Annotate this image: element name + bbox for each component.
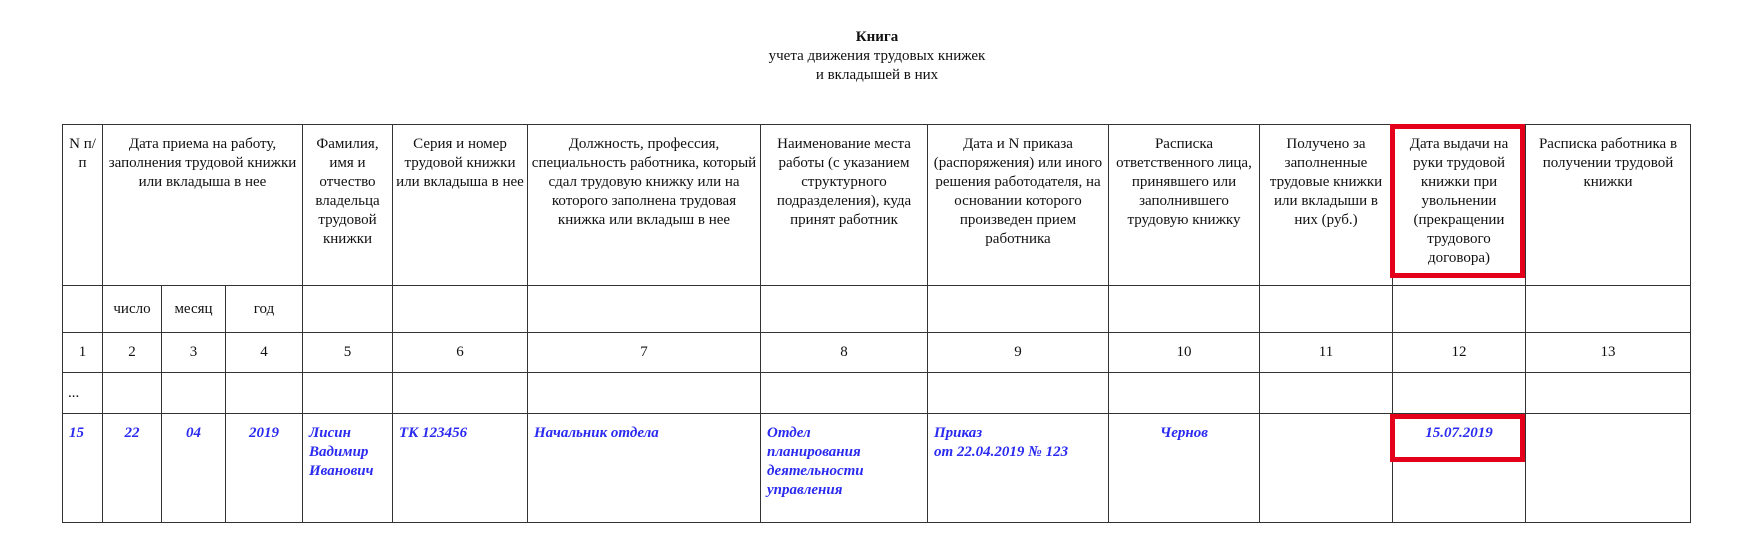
- col-number: 13: [1526, 333, 1691, 373]
- subheader-month: месяц: [162, 286, 226, 333]
- col-number: 8: [761, 333, 928, 373]
- col-number: 11: [1260, 333, 1393, 373]
- col-number: 9: [928, 333, 1109, 373]
- header-paid: Получено за заполненные трудовые книжки или вкладыши в них (руб.): [1260, 125, 1393, 286]
- subheader-day: число: [103, 286, 162, 333]
- row-order: Приказ от 22.04.2019 № 123: [928, 414, 1109, 523]
- col-number: 7: [528, 333, 761, 373]
- row-place: Отдел планирования деятельности управления: [761, 414, 928, 523]
- header-order: Дата и N приказа (распоряжения) или иного решения работодателя, на основании которого произведен прием работника: [928, 125, 1109, 286]
- col-number: 4: [226, 333, 303, 373]
- col-number: 3: [162, 333, 226, 373]
- row-receipt: [1526, 414, 1691, 523]
- row-day: 22: [103, 414, 162, 523]
- col-number: 1: [63, 333, 103, 373]
- col-number: 5: [303, 333, 393, 373]
- row-issue-date: 15.07.2019: [1393, 414, 1526, 523]
- subheader-row: [63, 286, 1691, 333]
- row-year: 2019: [226, 414, 303, 523]
- highlight-issue-date: [1390, 414, 1525, 462]
- ellipsis: ...: [63, 373, 103, 414]
- header-receipt: Расписка работника в получении трудовой книжки: [1526, 125, 1691, 286]
- title-line1: учета движения трудовых книжек: [768, 48, 986, 64]
- ellipsis-row: [63, 373, 1691, 414]
- row-fio: Лисин Вадимир Иванович: [303, 414, 393, 523]
- subheader-year: год: [226, 286, 303, 333]
- col-number: 12: [1393, 333, 1526, 373]
- col-number: 10: [1109, 333, 1260, 373]
- header-issue-date: Дата выдачи на руки трудовой книжки при увольнении (прекращении трудового договора): [1393, 125, 1526, 286]
- row-n: 15: [63, 414, 103, 523]
- column-number-row: [63, 333, 1691, 373]
- header-position: Должность, профессия, специальность работника, который сдал трудовую книжку или на которого заполнена трудовая книжка или вкладыш в нее: [528, 125, 761, 286]
- row-paid: [1260, 414, 1393, 523]
- col-number: 2: [103, 333, 162, 373]
- header-place: Наименование места работы (с указанием структурного подразделения), куда принят работник: [761, 125, 928, 286]
- col-number: 6: [393, 333, 528, 373]
- header-series: Серия и номер трудовой книжки или вкладыша в нее: [393, 125, 528, 286]
- row-position: Начальник отдела: [528, 414, 761, 523]
- header-signature: Расписка ответственного лица, принявшего или заполнившего трудовую книжку: [1109, 125, 1260, 286]
- title-main: Книга: [855, 29, 899, 45]
- header-n: N п/п: [63, 125, 103, 286]
- row-series: ТК 123456: [393, 414, 528, 523]
- row-signature: Чернов: [1109, 414, 1260, 523]
- title-line2: и вкладышей в них: [815, 67, 939, 83]
- highlight-header-issue-date: [1390, 124, 1525, 278]
- row-month: 04: [162, 414, 226, 523]
- header-fio: Фамилия, имя и отчество владельца трудовой книжки: [303, 125, 393, 286]
- header-date: Дата приема на работу, заполнения трудовой книжки или вкладыша в нее: [103, 125, 303, 286]
- document-title: [0, 28, 1754, 85]
